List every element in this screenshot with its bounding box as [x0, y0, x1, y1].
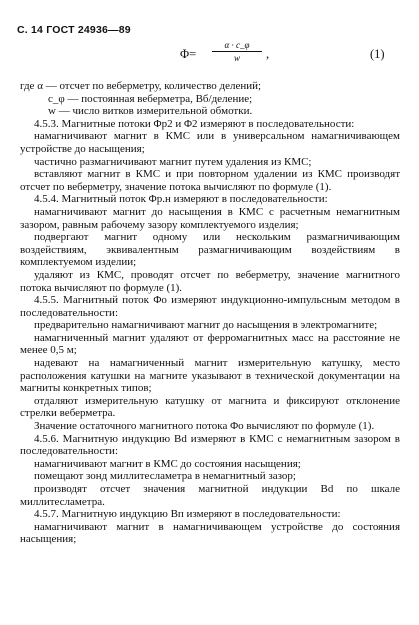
paragraph: где α — отсчет по веберметру, количество делений;: [20, 80, 262, 92]
paragraph: вставляют магнит в КМС и при повторном удалении из КМС производят отсчет по веберметру, значение потока вычисляют по формуле (1).: [20, 168, 400, 193]
formula-denominator: w: [233, 53, 240, 63]
section-heading-4-5-7: 4.5.7. Магнитную индукцию Bп измеряют в последовательности:: [34, 508, 341, 521]
paragraph: удаляют из КМС, проводят отсчет по веберметру, значение магнитного потока вычисляют по формуле (1).: [20, 268, 400, 294]
formula-numerator: α · c_φ: [212, 40, 262, 52]
formula-1: [0, 40, 419, 70]
formula-lhs: Φ=: [180, 47, 197, 61]
section-heading-4-5-4: 4.5.4. Магнитный поток Φр.н измеряют в последовательности:: [34, 193, 328, 206]
paragraph: w — число витков измерительной обмотки.: [48, 105, 253, 118]
paragraph: c_φ — постоянная веберметра, Вб/деление;: [48, 92, 253, 105]
page-header: С. 14 ГОСТ 24936—89: [17, 24, 131, 36]
paragraph: частично размагничивают магнит путем удаления из КМС;: [34, 155, 312, 168]
section-heading-4-5-5: 4.5.5. Магнитный поток Φо измеряют индукционно-импульсным методом в последовательности:: [20, 294, 400, 319]
paragraph: помещают зонд миллитесламетра в немагнитный зазор;: [34, 470, 296, 483]
formula-number: (1): [370, 47, 385, 61]
formula-fraction: [212, 40, 262, 63]
paragraph: предварительно намагничивают магнит до насыщения в электромагните;: [34, 319, 378, 332]
paragraph: намагничивают магнит в намагничивающем устройстве до состояния насыщения;: [20, 520, 400, 546]
paragraph: производят отсчет значения магнитной индукции Bd по шкале миллитесламетра.: [20, 483, 400, 508]
paragraph: отдаляют измерительную катушку от магнита и фиксируют отклонение стрелки веберметра.: [20, 394, 400, 420]
paragraph: намагниченный магнит удаляют от ферромагнитных масс на расстояние не менее 0,5 м;: [20, 331, 400, 357]
paragraph: намагничивают магнит до насыщения в КМС с расчетным немагнитным зазором, равным рабочему зазору комплектуемого изделия;: [20, 205, 400, 231]
document-body: [20, 80, 400, 546]
section-heading-4-5-6: 4.5.6. Магнитную индукцию Bd измеряют в КМС с немагнитным зазором в последовательности:: [20, 432, 400, 458]
paragraph: надевают на намагниченный магнит измерительную катушку, место расположения катушки на магните указывают в технической документации на магниты конкретных типов;: [20, 357, 400, 395]
paragraph: Значение остаточного магнитного потока Φо вычисляют по формуле (1).: [34, 420, 375, 433]
paragraph: намагничивают магнит в КМС до состояния насыщения;: [34, 457, 301, 470]
paragraph: подвергают магнит одному или нескольким размагничивающим воздействиям, эквивалентным размагничивающим воздействиям в комплектуемом изделии;: [20, 231, 400, 269]
section-heading-4-5-3: 4.5.3. Магнитные потоки Φр2 и Φ2 измеряют в последовательности:: [34, 117, 355, 130]
formula-comma: ,: [266, 47, 270, 61]
paragraph: намагничивают магнит в КМС или в универсальном намагничивающем устройстве до насыщения;: [20, 130, 400, 155]
